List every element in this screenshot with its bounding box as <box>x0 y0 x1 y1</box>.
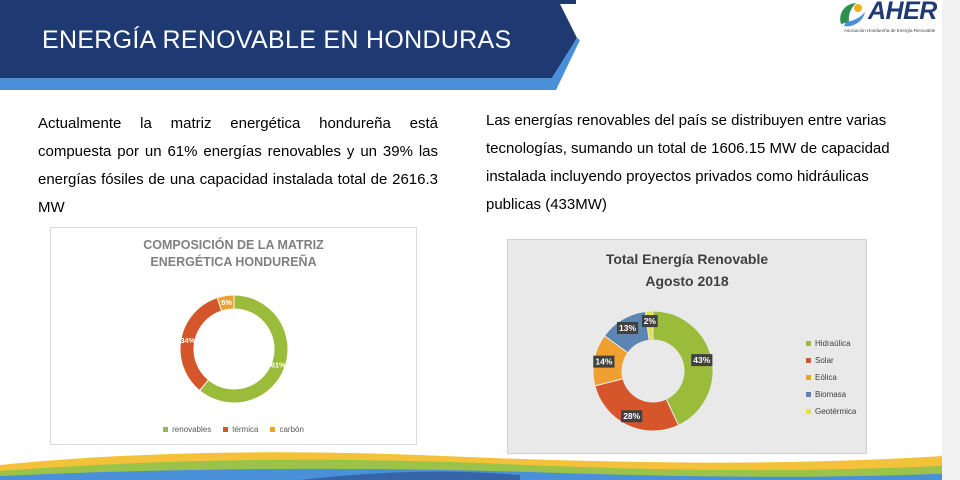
legend-label: Hidraúlica <box>815 339 851 348</box>
legend-item-termica <box>223 425 258 434</box>
legend-swatch <box>223 427 228 432</box>
right-edge-strip <box>942 0 960 480</box>
legend-item-biomasa <box>806 386 856 403</box>
chart-title-line-2: Agosto 2018 <box>645 273 729 289</box>
data-label-biomasa: 13% <box>619 322 637 333</box>
legend-swatch <box>806 341 811 346</box>
data-label-hidraulica: 43% <box>693 355 711 366</box>
intro-paragraph: Actualmente la matriz energética hondureña está compuesta por un 61% energías renovables y un 39% las energías fósiles de una capacidad instalada total de 2616.3 MW <box>38 115 438 216</box>
logo-leaf-icon <box>836 0 870 30</box>
matrix-donut-svg <box>51 228 418 446</box>
logo-subtitle: Asociación Hondureña de Energía Renovable <box>844 28 936 33</box>
legend-swatch <box>806 392 811 397</box>
legend-item-renovables <box>163 425 211 434</box>
legend-label: Solar <box>815 356 834 365</box>
chart-title-line-2: ENERGÉTICA HONDUREÑA <box>150 255 317 269</box>
legend-item-carbon <box>270 425 303 434</box>
matrix-composition-chart <box>50 227 417 445</box>
renewable-legend <box>806 335 856 420</box>
legend-label: renovables <box>172 425 212 434</box>
legend-label: Eólica <box>815 373 837 382</box>
data-label-geotermica: 2% <box>643 316 657 327</box>
legend-item-solar <box>806 352 856 369</box>
legend-swatch <box>806 358 811 363</box>
data-label-renovables: 61% <box>270 360 286 370</box>
distribution-paragraph: Las energías renovables del país se distribuyen entre varias tecnologías, sumando un total de 1606.15 MW de capacidad instalada incluyendo proyectos privados como hidráulicas publicas (433MW) <box>486 112 890 213</box>
logo-text: AHER <box>868 0 937 25</box>
slice-solar <box>595 379 679 431</box>
legend-item-geotermica <box>806 403 856 420</box>
legend-item-hidraulica <box>806 335 856 352</box>
legend-label: Biomasa <box>815 390 847 399</box>
data-label-solar: 28% <box>623 411 641 422</box>
slide-title: ENERGÍA RENOVABLE EN HONDURAS <box>42 26 512 54</box>
data-label-termica: 34% <box>180 335 196 345</box>
decorative-wave <box>0 445 960 480</box>
legend-swatch <box>806 409 811 414</box>
legend-label: térmica <box>232 425 259 434</box>
legend-item-eolica <box>806 369 856 386</box>
chart-title-line-1: COMPOSICIÓN DE LA MATRIZ <box>143 238 324 252</box>
aher-logo <box>832 0 938 36</box>
legend-swatch <box>270 427 275 432</box>
chart-title-line-1: Total Energía Renovable <box>605 251 769 267</box>
legend-label: carbón <box>279 425 304 434</box>
legend-swatch <box>806 375 811 380</box>
legend-label: Geotérmica <box>815 407 857 416</box>
data-label-eolica: 14% <box>595 356 613 367</box>
legend-swatch <box>163 427 168 432</box>
renewable-total-chart <box>507 239 867 454</box>
matrix-legend <box>51 425 416 434</box>
data-label-carbon: 5% <box>221 298 233 308</box>
